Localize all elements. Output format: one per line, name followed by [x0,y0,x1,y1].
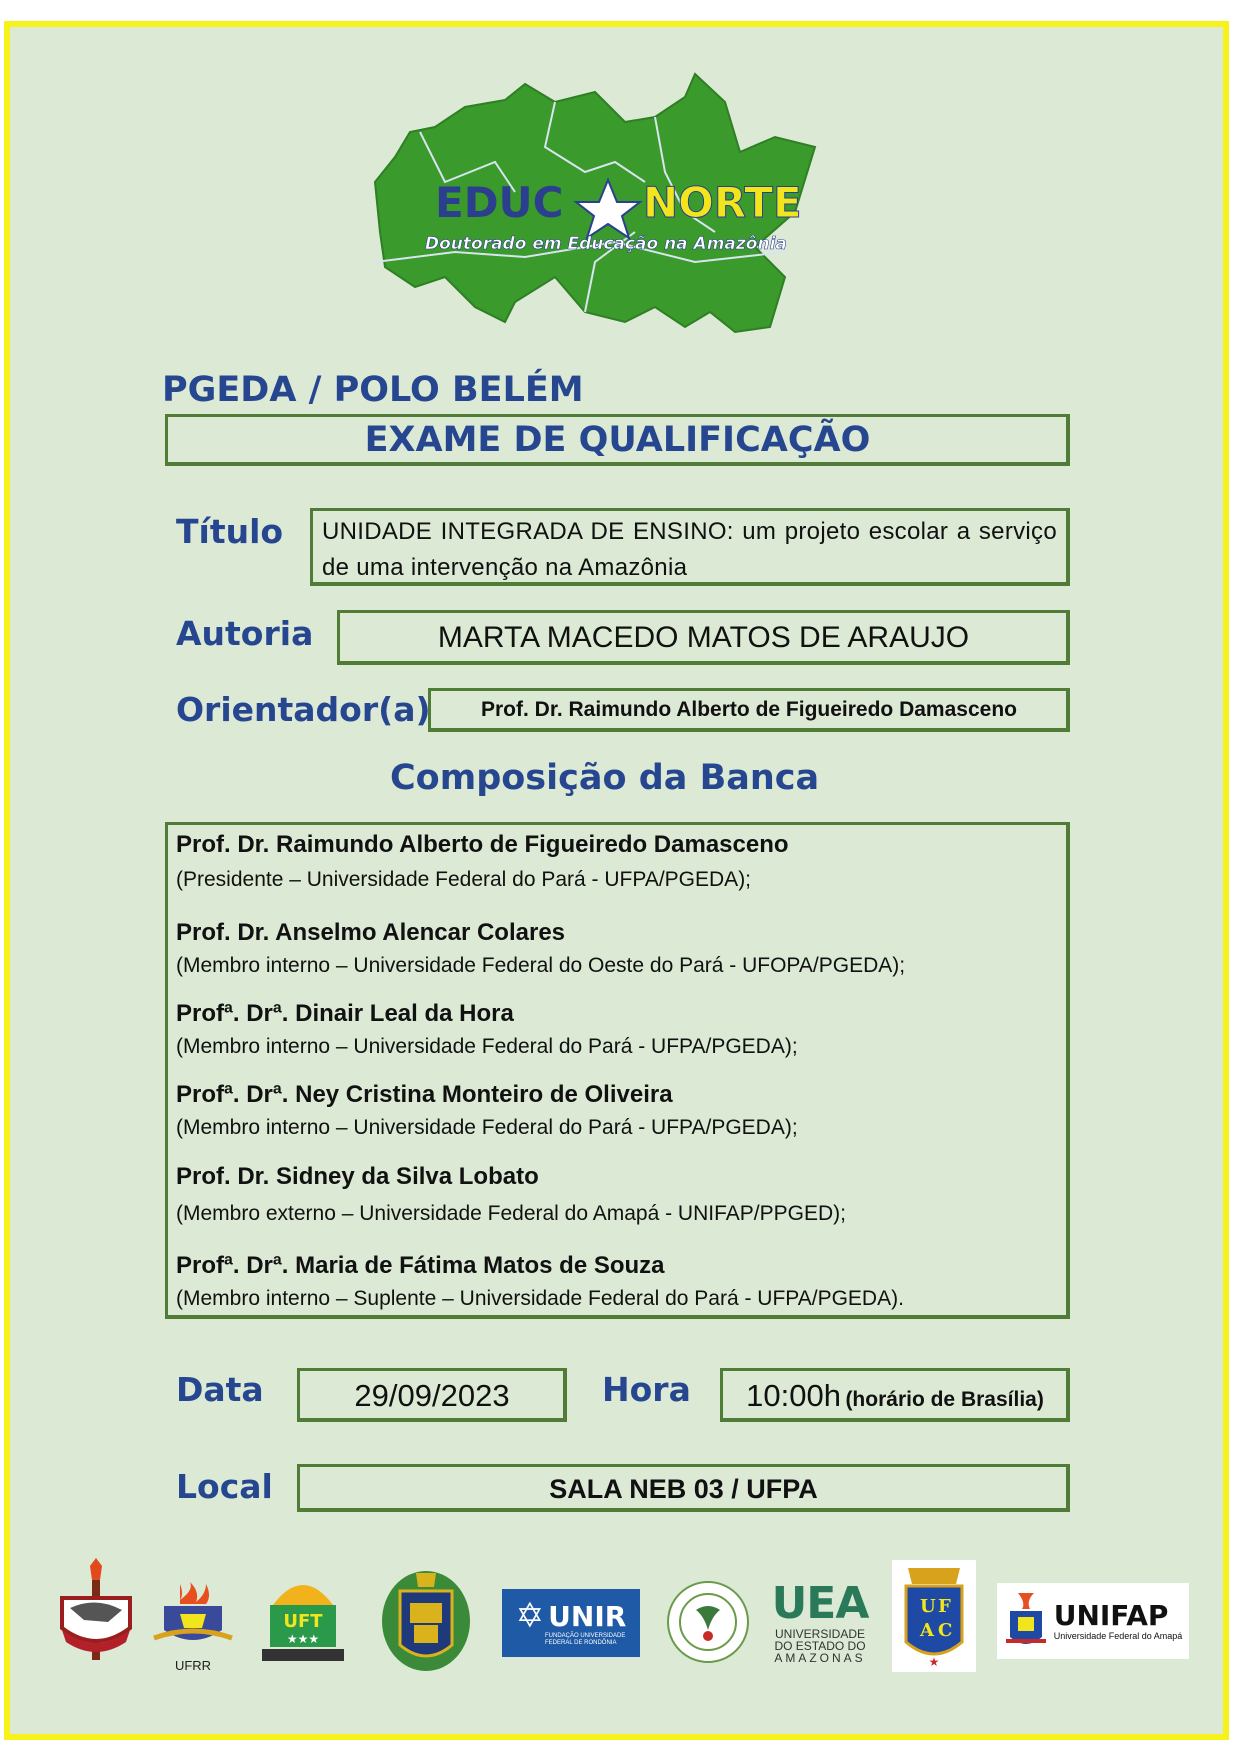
time-note: (horário de Brasília) [845,1388,1044,1411]
svg-text:★: ★ [928,1655,940,1669]
unifap-sub: Universidade Federal do Amapá [1053,1631,1183,1641]
ufpa-logo [56,1558,136,1668]
date-label: Data [176,1370,264,1409]
time-value: 10:00h [746,1378,841,1413]
time-label: Hora [602,1370,691,1409]
member-name: Profª. Drª. Dinair Leal da Hora [176,1000,514,1027]
uft-label: UFT [283,1611,323,1632]
svg-text:U: U [920,1596,936,1617]
member-name: Prof. Dr. Raimundo Alberto de Figueiredo Damasceno [176,831,789,858]
title-label: Título [176,512,284,551]
svg-text:F: F [938,1596,951,1617]
svg-text:C: C [938,1620,953,1641]
time-row [720,1376,1070,1422]
brand-name-right: NORTE [643,178,802,227]
advisor-label: Orientador(a) [176,690,431,729]
program-title: PGEDA / POLO BELÉM [162,370,584,410]
unifap-logo [997,1583,1189,1659]
member-role: (Membro interno – Suplente – Universidade Federal do Pará - UFPA/PGEDA). [176,1287,904,1310]
member-role: (Membro interno – Universidade Federal do Pará - UFPA/PGEDA); [176,1035,798,1058]
author-value: MARTA MACEDO MATOS DE ARAUJO [437,621,970,654]
banca-member [176,997,1056,1078]
advisor-value: Prof. Dr. Raimundo Alberto de Figueiredo Damasceno [481,698,1017,721]
banca-member [176,1160,1056,1249]
banca-member [176,1078,1056,1160]
unir-label: UNIR [548,1599,627,1633]
uea-label: UEA [771,1578,869,1629]
member-name: Prof. Dr. Sidney da Silva Lobato [176,1163,539,1190]
banca-list [176,828,1056,1319]
place-label: Local [176,1467,273,1506]
title-value: UNIDADE INTEGRADA DE ENSINO: um projeto escolar a serviço de uma intervenção na Amazônia [322,518,1057,581]
banca-member [176,1249,1056,1319]
ufrr-label: UFRR [174,1657,212,1673]
uea-sub1: UNIVERSIDADE [774,1627,866,1641]
unir-logo [502,1589,640,1657]
banca-heading: Composição da Banca [390,758,820,798]
date-value: 29/09/2023 [354,1378,510,1413]
member-role: (Membro interno – Universidade Federal do Oeste do Pará - UFOPA/PGEDA); [176,954,906,977]
banca-member [176,916,1056,997]
member-name: Profª. Drª. Ney Cristina Monteiro de Oliveira [176,1081,673,1108]
member-name: Profª. Drª. Maria de Fátima Matos de Souza [176,1252,665,1279]
member-role: (Membro interno – Universidade Federal do Pará - UFPA/PGEDA); [176,1116,798,1139]
unir-sub: FUNDAÇÃO UNIVERSIDADE FEDERAL DE RONDÔNIA [545,1633,626,1646]
member-name: Prof. Dr. Anselmo Alencar Colares [176,919,566,946]
ufrr-logo [150,1576,236,1676]
uea-sub3: AMAZONAS [774,1651,866,1665]
member-role: (Presidente – Universidade Federal do Pará - UFPA/PGEDA); [176,868,752,891]
member-role: (Membro externo – Universidade Federal do Amapá - UNIFAP/PPGED); [176,1202,846,1225]
svg-text:★★★: ★★★ [286,1632,320,1646]
uea-sub2: DO ESTADO DO [774,1639,866,1653]
educanorte-map-logo [355,62,865,342]
ufam-logo [666,1580,750,1664]
place-value: SALA NEB 03 / UFPA [549,1474,818,1504]
svg-text:A: A [920,1620,934,1641]
uea-logo [770,1576,870,1670]
author-label: Autoria [176,614,314,653]
ufac-logo [892,1560,976,1672]
banca-member [176,828,1056,916]
exam-title: EXAME DE QUALIFICAÇÃO [364,420,871,460]
uft-logo [258,1565,348,1675]
ufopa-crest-logo [378,1563,474,1675]
brand-tagline: Doutorado em Educação na Amazônia [425,234,787,254]
unifap-label: UNIFAP [1053,1599,1169,1632]
unir-star-icon: ✡ [515,1597,545,1635]
brand-name-left: EDUC [435,178,564,227]
